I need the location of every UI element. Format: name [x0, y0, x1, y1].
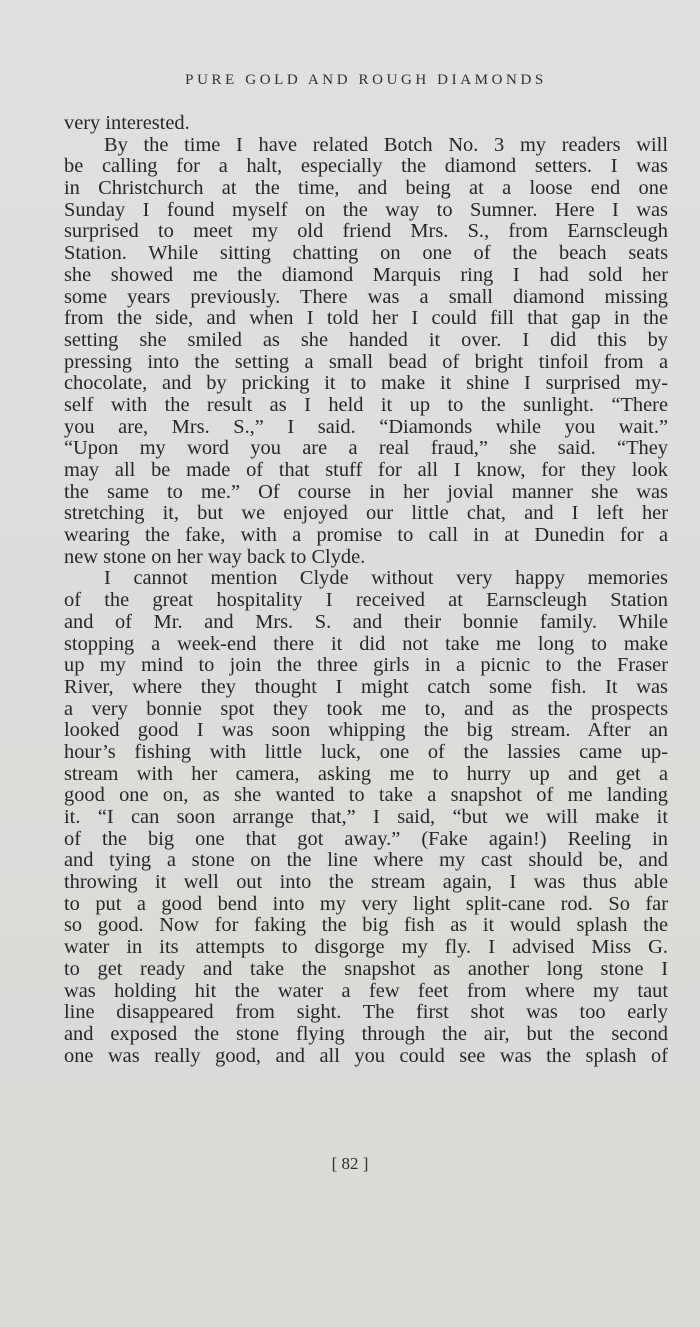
text-line: line disappeared from sight. The first shot was too early: [64, 1002, 668, 1024]
text-line: and tying a stone on the line where my cast should be, and: [64, 850, 668, 872]
text-line: I cannot mention Clyde without very happy memories: [104, 568, 668, 590]
text-line: stretching it, but we enjoyed our little chat, and I left her: [64, 503, 668, 525]
text-line: the same to me.” Of course in her jovial manner she was: [64, 481, 668, 503]
text-line: “Upon my word you are a real fraud,” she said. “They: [64, 438, 668, 460]
text-line: hour’s fishing with little luck, one of the lassies came up-: [64, 741, 668, 763]
text-line: be calling for a halt, especially the diamond setters. I was: [64, 156, 668, 178]
text-line: looked good I was soon whipping the big stream. After an: [64, 720, 668, 742]
text-line: one was really good, and all you could see was the splash of: [64, 1045, 668, 1067]
text-line: of the big one that got away.” (Fake again!) Reeling in: [64, 828, 668, 850]
text-line: By the time I have related Botch No. 3 my readers will: [104, 134, 668, 156]
text-line: Sunday I found myself on the way to Sumner. Here I was: [64, 199, 668, 221]
text-line: to get ready and take the snapshot as another long stone I: [64, 958, 668, 980]
text-line: to put a good bend into my very light split-cane rod. So far: [64, 893, 668, 915]
text-line: was holding hit the water a few feet from where my taut: [64, 980, 668, 1002]
text-line: surprised to meet my old friend Mrs. S., from Earnscleugh: [64, 221, 668, 243]
text-line: in Christchurch at the time, and being at a loose end one: [64, 178, 668, 200]
text-line: some years previously. There was a small diamond missing: [64, 286, 668, 308]
text-line: Station. While sitting chatting on one of the beach seats: [64, 243, 668, 265]
text-line: and of Mr. and Mrs. S. and their bonnie family. While: [64, 611, 668, 633]
text-line: new stone on her way back to Clyde.: [64, 546, 366, 568]
text-line: stream with her camera, asking me to hurry up and get a: [64, 763, 668, 785]
text-line: stopping a week-end there it did not take me long to make: [64, 633, 668, 655]
text-line: and exposed the stone flying through the air, but the second: [64, 1023, 668, 1045]
text-line: she showed me the diamond Marquis ring I had sold her: [64, 264, 668, 286]
text-line: setting she smiled as she handed it over. I did this by: [64, 329, 668, 351]
text-line: water in its attempts to disgorge my fly. I advised Miss G.: [64, 937, 668, 959]
text-line: you are, Mrs. S.,” I said. “Diamonds while you wait.”: [64, 416, 668, 438]
text-line: good one on, as she wanted to take a snapshot of me landing: [64, 785, 668, 807]
text-line: may all be made of that stuff for all I know, for they look: [64, 460, 668, 481]
text-line: pressing into the setting a small bead of bright tinfoil from a: [64, 351, 668, 373]
text-line: it. “I can soon arrange that,” I said, “but we will make it: [64, 807, 668, 828]
running-head: PURE GOLD AND ROUGH DIAMONDS: [185, 72, 547, 88]
text-line: throwing it well out into the stream again, I was thus able: [64, 872, 668, 894]
text-line: so good. Now for faking the big fish as it would splash the: [64, 915, 668, 937]
text-line: very interested.: [64, 113, 190, 134]
text-line: wearing the fake, with a promise to call in at Dunedin for a: [64, 525, 668, 547]
text-line: up my mind to join the three girls in a picnic to the Fraser: [64, 655, 668, 677]
text-line: River, where they thought I might catch some fish. It was: [64, 676, 668, 698]
text-line: from the side, and when I told her I could fill that gap in the: [64, 308, 668, 330]
text-line: a very bonnie spot they took me to, and as the prospects: [64, 698, 668, 720]
text-line: chocolate, and by pricking it to make it shine I surprised my-: [64, 373, 668, 395]
text-line: self with the result as I held it up to the sunlight. “There: [64, 394, 668, 416]
text-line: of the great hospitality I received at Earnscleugh Station: [64, 590, 668, 612]
page-number: [ 82 ]: [331, 1154, 369, 1173]
body-text: [64, 113, 668, 1067]
